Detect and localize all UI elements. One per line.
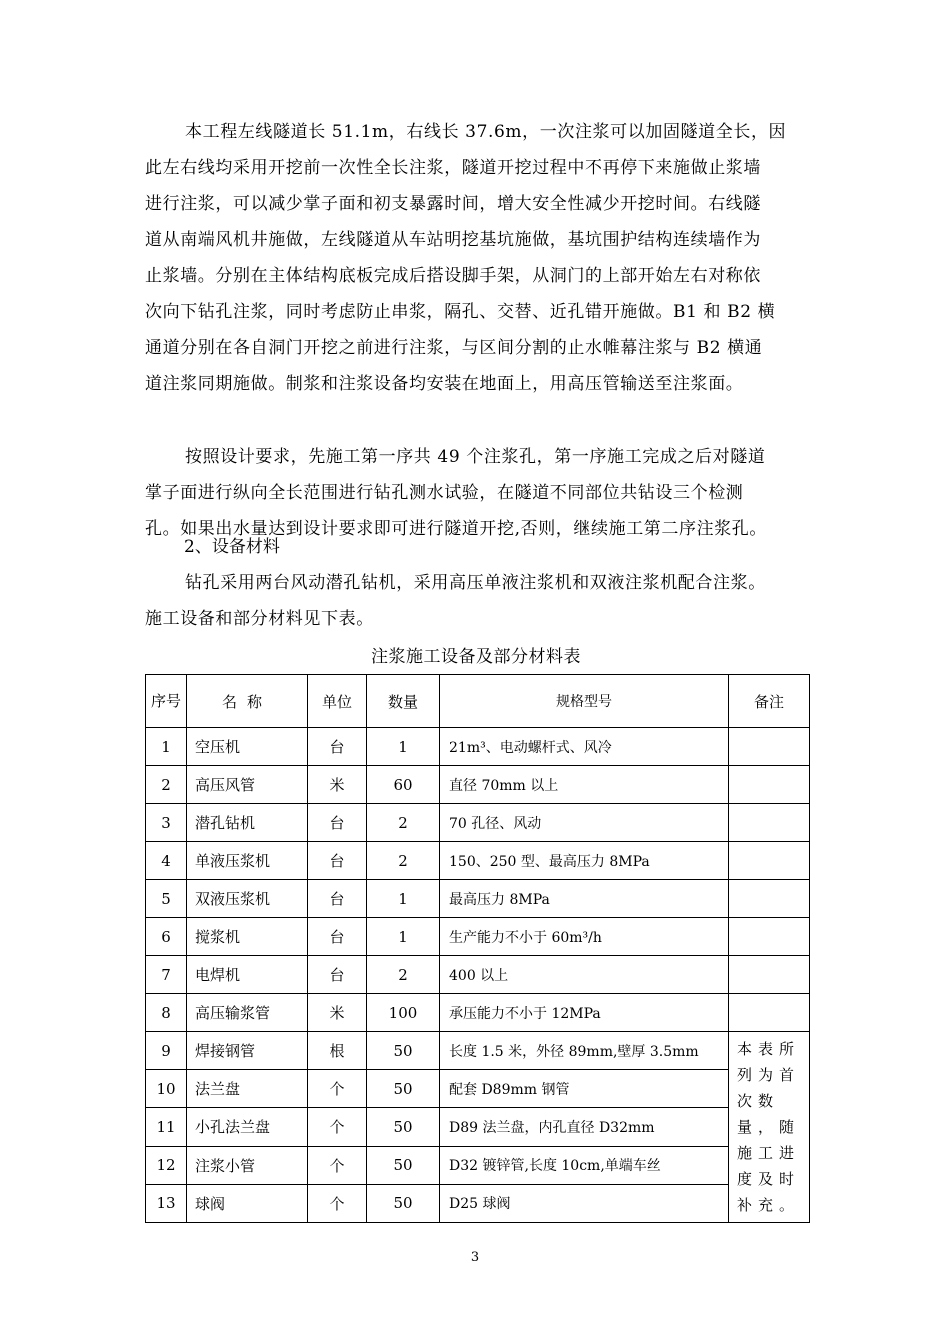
- text-line: 孔。如果出水量达到设计要求即可进行隧道开挖,否则，继续施工第二序注浆孔。: [145, 519, 768, 539]
- cell-note-merged: 本表所列为首次数量，随施工进度及时补充。: [729, 1032, 810, 1223]
- table-row: [146, 1070, 810, 1108]
- cell-unit: 米: [308, 766, 367, 804]
- cell-quantity: 50: [367, 1108, 440, 1146]
- cell-note: [729, 880, 810, 918]
- cell-index: 5: [146, 880, 187, 918]
- text-line: 按照设计要求，先施工第一序共 49 个注浆孔，第一序施工完成之后对隧道: [185, 447, 766, 467]
- cell-index: 7: [146, 956, 187, 994]
- cell-name: 电焊机: [187, 956, 308, 994]
- cell-index: 3: [146, 804, 187, 842]
- text-line: 止浆墙。分别在主体结构底板完成后搭设脚手架，从洞门的上部开始左右对称依: [145, 266, 761, 286]
- table-header-row: [146, 675, 810, 728]
- cell-quantity: 1: [367, 918, 440, 956]
- text-line: 施工设备和部分材料见下表。: [145, 609, 374, 629]
- table-title: 注浆施工设备及部分材料表: [371, 647, 581, 667]
- table-row: [146, 842, 810, 880]
- cell-note: [729, 766, 810, 804]
- cell-quantity: 2: [367, 804, 440, 842]
- paragraph-project-overview: [145, 114, 807, 402]
- cell-quantity: 2: [367, 842, 440, 880]
- text-line: 次向下钻孔注浆，同时考虑防止串浆，隔孔、交替、近孔错开施做。B1 和 B2 横: [145, 302, 776, 322]
- cell-index: 8: [146, 994, 187, 1032]
- text-line: 道注浆同期施做。制浆和注浆设备均安装在地面上，用高压管输送至注浆面。: [145, 374, 744, 394]
- cell-index: 2: [146, 766, 187, 804]
- cell-unit: 个: [308, 1108, 367, 1146]
- cell-name: 法兰盘: [187, 1070, 308, 1108]
- cell-quantity: 50: [367, 1184, 440, 1222]
- cell-index: 10: [146, 1070, 187, 1108]
- cell-spec: 70 孔径、风动: [440, 804, 729, 842]
- cell-note: [729, 918, 810, 956]
- cell-spec: 承压能力不小于 12MPa: [440, 994, 729, 1032]
- cell-spec: 配套 D89mm 钢管: [440, 1070, 729, 1108]
- cell-name: 双液压浆机: [187, 880, 308, 918]
- cell-note: [729, 804, 810, 842]
- cell-unit: 台: [308, 728, 367, 766]
- header-spec: 规格型号: [440, 675, 729, 728]
- cell-index: 13: [146, 1184, 187, 1222]
- table-row: [146, 1032, 810, 1070]
- cell-index: 6: [146, 918, 187, 956]
- equipment-table: [145, 674, 810, 1223]
- header-note: 备注: [729, 675, 810, 728]
- cell-name: 球阀: [187, 1184, 308, 1222]
- cell-name: 焊接钢管: [187, 1032, 308, 1070]
- table-row: [146, 880, 810, 918]
- table-row: [146, 1146, 810, 1184]
- cell-spec: D32 镀锌管,长度 10cm,单端车丝: [440, 1146, 729, 1184]
- cell-note: [729, 842, 810, 880]
- cell-spec: 21m³、电动螺杆式、风冷: [440, 728, 729, 766]
- cell-unit: 米: [308, 994, 367, 1032]
- cell-unit: 台: [308, 842, 367, 880]
- cell-unit: 台: [308, 918, 367, 956]
- table-row: [146, 1108, 810, 1146]
- cell-index: 12: [146, 1146, 187, 1184]
- cell-unit: 台: [308, 804, 367, 842]
- table-row: [146, 728, 810, 766]
- table-row: [146, 766, 810, 804]
- cell-name: 搅浆机: [187, 918, 308, 956]
- cell-name: 高压输浆管: [187, 994, 308, 1032]
- table-row: [146, 956, 810, 994]
- text-line: 道从南端风机井施做，左线隧道从车站明挖基坑施做，基坑围护结构连续墙作为: [145, 230, 761, 250]
- cell-quantity: 50: [367, 1146, 440, 1184]
- page-number: 3: [470, 1250, 480, 1265]
- cell-note: [729, 994, 810, 1032]
- text-line: 通道分别在各自洞门开挖之前进行注浆，与区间分割的止水帷幕注浆与 B2 横通: [145, 338, 763, 358]
- cell-quantity: 50: [367, 1032, 440, 1070]
- table-row: [146, 918, 810, 956]
- cell-index: 11: [146, 1108, 187, 1146]
- cell-unit: 台: [308, 956, 367, 994]
- cell-name: 空压机: [187, 728, 308, 766]
- cell-spec: 长度 1.5 米，外径 89mm,壁厚 3.5mm: [440, 1032, 729, 1070]
- cell-note: [729, 956, 810, 994]
- paragraph-equipment: [145, 565, 807, 637]
- text-line: 此左右线均采用开挖前一次性全长注浆，隧道开挖过程中不再停下来施做止浆墙: [145, 158, 761, 178]
- cell-unit: 根: [308, 1032, 367, 1070]
- header-name: 名称: [187, 675, 308, 728]
- cell-spec: 150、250 型、最高压力 8MPa: [440, 842, 729, 880]
- cell-spec: 直径 70mm 以上: [440, 766, 729, 804]
- cell-unit: 个: [308, 1146, 367, 1184]
- cell-note: [729, 728, 810, 766]
- cell-spec: 400 以上: [440, 956, 729, 994]
- cell-index: 1: [146, 728, 187, 766]
- text-line: 钻孔采用两台风动潜孔钻机，采用高压单液注浆机和双液注浆机配合注浆。: [185, 573, 766, 593]
- cell-name: 单液压浆机: [187, 842, 308, 880]
- cell-spec: D25 球阀: [440, 1184, 729, 1222]
- header-index: 序号: [146, 675, 187, 728]
- table-row: [146, 994, 810, 1032]
- cell-name: 潜孔钻机: [187, 804, 308, 842]
- cell-unit: 台: [308, 880, 367, 918]
- section-heading: 2、设备材料: [184, 537, 280, 557]
- cell-name: 注浆小管: [187, 1146, 308, 1184]
- cell-index: 4: [146, 842, 187, 880]
- cell-name: 高压风管: [187, 766, 308, 804]
- header-quantity: 数量: [367, 675, 440, 728]
- cell-spec: 生产能力不小于 60m³/h: [440, 918, 729, 956]
- cell-quantity: 1: [367, 728, 440, 766]
- cell-index: 9: [146, 1032, 187, 1070]
- cell-quantity: 2: [367, 956, 440, 994]
- cell-unit: 个: [308, 1070, 367, 1108]
- table-row: [146, 804, 810, 842]
- cell-quantity: 1: [367, 880, 440, 918]
- cell-quantity: 50: [367, 1070, 440, 1108]
- cell-spec: 最高压力 8MPa: [440, 880, 729, 918]
- header-unit: 单位: [308, 675, 367, 728]
- table-row: [146, 1184, 810, 1222]
- text-line: 进行注浆，可以减少掌子面和初支暴露时间，增大安全性减少开挖时间。右线隧: [145, 194, 761, 214]
- cell-quantity: 60: [367, 766, 440, 804]
- cell-unit: 个: [308, 1184, 367, 1222]
- cell-spec: D89 法兰盘，内孔直径 D32mm: [440, 1108, 729, 1146]
- cell-name: 小孔法兰盘: [187, 1108, 308, 1146]
- text-line: 本工程左线隧道长 51.1m，右线长 37.6m，一次注浆可以加固隧道全长，因: [185, 122, 787, 142]
- text-line: 掌子面进行纵向全长范围进行钻孔测水试验，在隧道不同部位共钻设三个检测: [145, 483, 744, 503]
- cell-quantity: 100: [367, 994, 440, 1032]
